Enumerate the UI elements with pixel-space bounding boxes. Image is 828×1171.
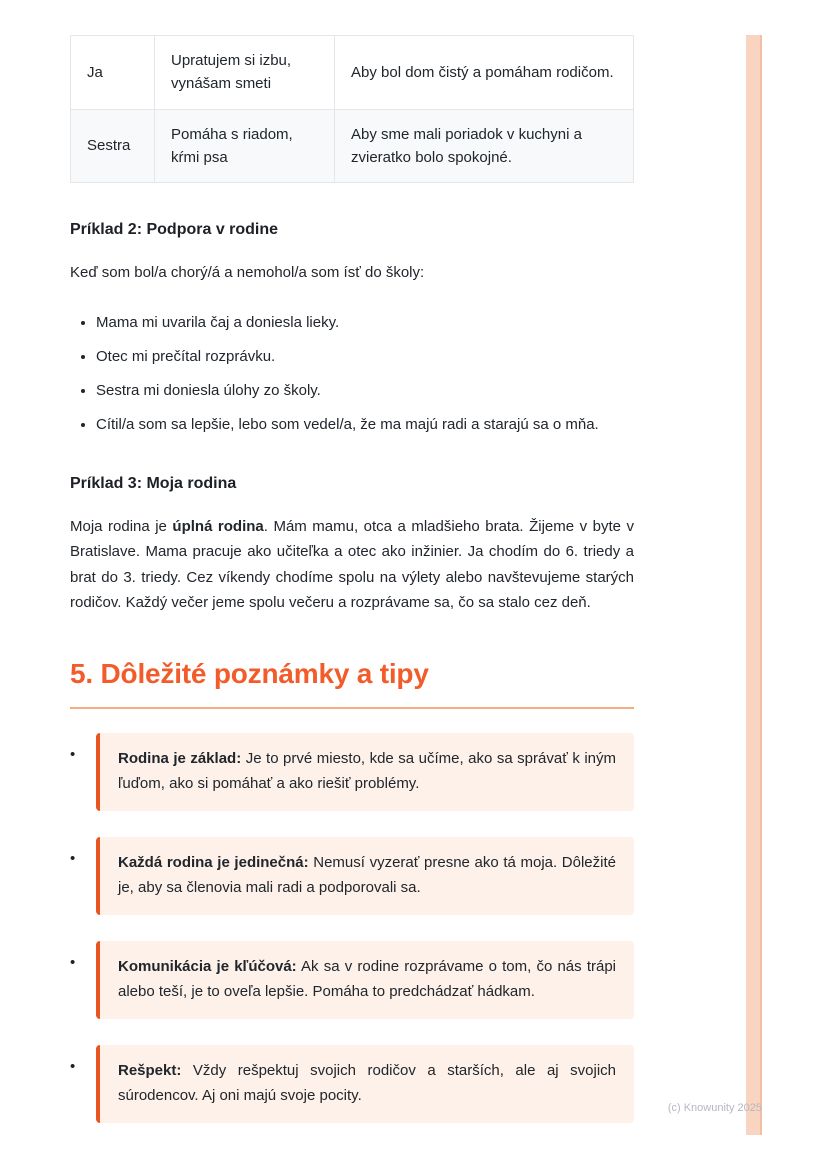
tip-text: Je to prvé miesto, kde sa učíme, ako sa správať k iným ľuďom, ako si pomáhať a ako riešiť problémy. [118,749,616,792]
chores-table [70,35,634,183]
tip-text: Nemusí vyzerať presne ako tá moja. Dôležité je, aby sa členovia mali radi a podporovali sa. [118,853,616,896]
table-cell-person: Sestra [71,109,155,183]
table-cell-task: Upratujem si izbu, vynášam smeti [155,36,335,110]
section-divider [70,707,634,709]
tip-callout [96,941,634,1019]
list-item: • Cítil/a som sa lepšie, lebo som vedel/a, že ma majú radi a starajú sa o mňa. [96,413,634,436]
tip-callout [96,733,634,811]
table-cell-person: Ja [71,36,155,110]
tip-item [70,941,634,1019]
tip-label: Komunikácia je kľúčová: [118,957,297,975]
tip-text: Vždy rešpektuj svojich rodičov a starších, ale aj svojich súrodencov. Aj oni majú svoje pocity. [118,1061,616,1104]
footer-copyright: (c) Knowunity 2025 [667,1102,762,1114]
tip-label: Rodina je základ: [118,749,242,767]
heading-priklad-3: Príklad 3: Moja rodina [70,474,237,492]
tip-item [70,733,634,811]
page-content [70,35,634,1123]
bullet-marker: • [70,1057,76,1075]
tip-callout [96,1045,634,1123]
table-row [71,109,634,183]
bullet-marker: • [70,953,76,971]
paragraph-text: . Mám mamu, otca a mladšieho brata. Žijeme v byte v Bratislave. Mama pracuje ako učiteľka a otec ako inžinier. Ja chodím do 6. triedy a brat do 3. triedy. Cez víkendy chodíme spolu na výlety alebo navštevujeme starých rodičov. Každý večer jeme spolu večeru a rozprávame sa, čo sa stalo cez deň. [70,517,634,611]
tip-item [70,1045,634,1123]
priklad2-list [96,311,634,437]
bullet-marker: • [70,849,76,867]
priklad3-paragraph [70,514,634,616]
list-item: • Otec mi prečítal rozprávku. [96,345,634,368]
heading-priklad-2: Príklad 2: Podpora v rodine [70,221,279,238]
section-heading-tips: 5. Dôležité poznámky a tipy [70,657,429,689]
paragraph-text: Moja rodina je [70,517,173,535]
tip-label: Rešpekt: [118,1061,182,1079]
table-cell-reason: Aby sme mali poriadok v kuchyni a zvieratko bolo spokojné. [335,109,634,183]
priklad2-intro: Keď som bol/a chorý/á a nemohol/a som ísť do školy: [70,264,425,281]
table-row [71,36,634,110]
table-cell-reason: Aby bol dom čistý a pomáham rodičom. [335,36,634,110]
decorative-right-stripe [746,35,762,1135]
bullet-marker: • [70,745,76,763]
list-item: • Mama mi uvarila čaj a doniesla lieky. [96,311,634,334]
tip-callout [96,837,634,915]
tip-item [70,837,634,915]
table-cell-task: Pomáha s riadom, kŕmi psa [155,109,335,183]
list-item: • Sestra mi doniesla úlohy zo školy. [96,379,634,402]
paragraph-bold-text: úplná rodina [172,517,264,535]
tip-text: Ak sa v rodine rozprávame o tom, čo nás trápi alebo teší, je to oveľa lepšie. Pomáha to predchádzať hádkam. [118,957,616,1000]
tip-label: Každá rodina je jedinečná: [118,853,309,871]
